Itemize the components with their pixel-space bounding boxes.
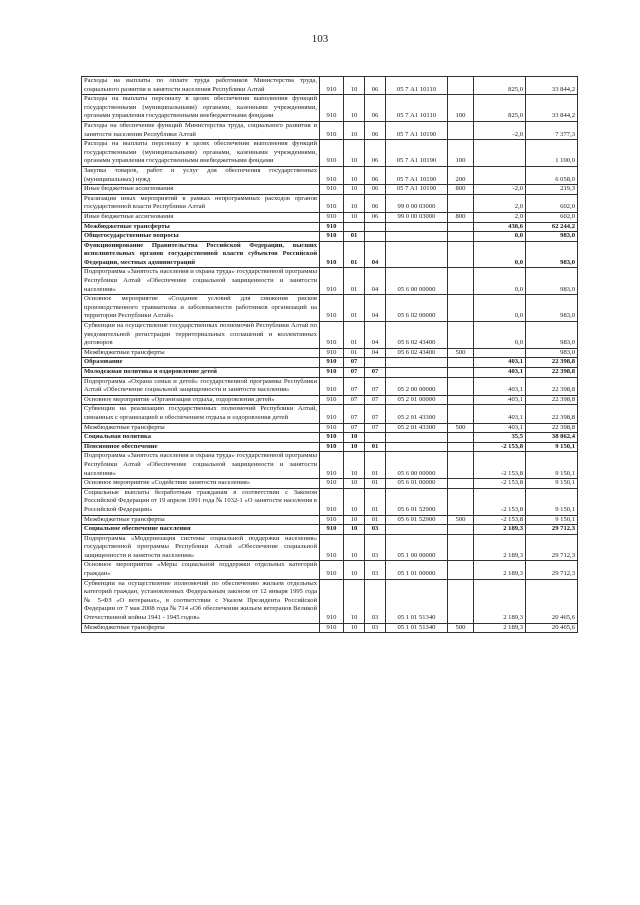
change-amount-cell: 0,0 (474, 232, 526, 242)
change-amount-cell: 2,0 (474, 194, 526, 212)
target-article-cell: 05 6 01 52900 (386, 488, 448, 515)
section-code-cell (344, 222, 365, 232)
subsection-code-cell: 07 (365, 423, 386, 433)
expense-name-cell: Молодежная политика и оздоровление детей (82, 368, 320, 378)
ministry-code-cell: 910 (320, 515, 344, 525)
change-amount-cell: -2 153,8 (474, 515, 526, 525)
total-amount-cell: 983,0 (526, 295, 578, 322)
target-article-cell (386, 525, 448, 535)
change-amount-cell: 825,0 (474, 77, 526, 95)
ministry-code-cell: 910 (320, 405, 344, 423)
section-code-cell: 10 (344, 442, 365, 452)
total-amount-cell: 6 058,0 (526, 166, 578, 184)
change-amount-cell: 2 189,3 (474, 579, 526, 623)
expense-name-cell: Пенсионное обеспечение (82, 442, 320, 452)
expense-type-cell (448, 534, 474, 561)
target-article-cell: 05 6 02 00000 (386, 295, 448, 322)
target-article-cell: 05 1 01 51340 (386, 579, 448, 623)
section-code-cell: 01 (344, 322, 365, 349)
ministry-code-cell: 910 (320, 534, 344, 561)
subsection-code-cell: 06 (365, 140, 386, 167)
change-amount-cell: -2 153,8 (474, 442, 526, 452)
target-article-cell (386, 222, 448, 232)
page-number: 103 (311, 33, 329, 45)
subsection-code-cell (365, 222, 386, 232)
expense-name-cell: Межбюджетные трансферты (82, 348, 320, 358)
change-amount-cell: 0,0 (474, 241, 526, 268)
change-amount-cell (474, 166, 526, 184)
change-amount-cell: 2 189,3 (474, 623, 526, 633)
section-code-cell: 01 (344, 268, 365, 295)
total-amount-cell: 29 712,3 (526, 525, 578, 535)
ministry-code-cell: 910 (320, 222, 344, 232)
ministry-code-cell: 910 (320, 423, 344, 433)
expense-name-cell: Иные бюджетные ассигнования (82, 185, 320, 195)
section-code-cell: 10 (344, 525, 365, 535)
change-amount-cell: 403,1 (474, 368, 526, 378)
target-article-cell: 05 7 А1 10190 (386, 185, 448, 195)
total-amount-cell: 983,0 (526, 322, 578, 349)
ministry-code-cell: 910 (320, 452, 344, 479)
ministry-code-cell: 910 (320, 579, 344, 623)
expense-type-cell (448, 121, 474, 139)
table-row (82, 268, 578, 295)
section-code-cell: 10 (344, 534, 365, 561)
subsection-code-cell: 06 (365, 166, 386, 184)
change-amount-cell: 35,5 (474, 433, 526, 443)
section-code-cell: 01 (344, 295, 365, 322)
change-amount-cell: 0,0 (474, 268, 526, 295)
expense-name-cell: Расходы на выплаты персоналу в целях обеспечения выполнения функций государственными (муниципальными) органами, казенными учреждениями, органами управления государственными внебюджетными фондами (82, 95, 320, 122)
expense-name-cell: Образование (82, 358, 320, 368)
change-amount-cell (474, 348, 526, 358)
target-article-cell: 05 2 01 00000 (386, 395, 448, 405)
target-article-cell: 05 7 А1 10110 (386, 77, 448, 95)
change-amount-cell: 0,0 (474, 322, 526, 349)
change-amount-cell: 2 189,3 (474, 525, 526, 535)
target-article-cell (386, 433, 448, 443)
ministry-code-cell: 910 (320, 95, 344, 122)
total-amount-cell: 29 712,3 (526, 534, 578, 561)
section-code-cell: 10 (344, 561, 365, 579)
change-amount-cell: -2 153,8 (474, 452, 526, 479)
expense-name-cell: Субвенции на осуществление полномочий по обеспечению жильем отдельных категорий граждан, установленных Федеральным законом от 12 января 1995 года № 5-ФЗ «О ветеранах», в соответствии с Указом Президента Российской Федерации от 7 мая 2008 года № 714 «Об обеспечении жильем ветеранов Великой Отечественной войны 1941 - 1945 годов» (82, 579, 320, 623)
expense-type-cell: 100 (448, 95, 474, 122)
expense-type-cell: 200 (448, 166, 474, 184)
expense-name-cell: Расходы на выплаты по оплате труда работников Министерства труда, социального развития и занятости населения Республики Алтай (82, 77, 320, 95)
expense-name-cell: Социальные выплаты безработным гражданам в соответствии с Законом Российской Федерации от 19 апреля 1991 года № 1032-1 «О занятости населения в Российской Федерации» (82, 488, 320, 515)
expense-name-cell: Основное мероприятие «Организация отдыха, оздоровления детей» (82, 395, 320, 405)
total-amount-cell: 219,3 (526, 185, 578, 195)
section-code-cell: 10 (344, 140, 365, 167)
expense-type-cell (448, 358, 474, 368)
subsection-code-cell: 01 (365, 479, 386, 489)
section-code-cell: 10 (344, 623, 365, 633)
section-code-cell: 10 (344, 194, 365, 212)
table-row (82, 358, 578, 368)
total-amount-cell: 20 465,6 (526, 623, 578, 633)
change-amount-cell: -2,0 (474, 185, 526, 195)
ministry-code-cell: 910 (320, 166, 344, 184)
expense-type-cell (448, 241, 474, 268)
ministry-code-cell: 910 (320, 322, 344, 349)
target-article-cell: 05 7 А1 10190 (386, 166, 448, 184)
expense-name-cell: Закупка товаров, работ и услуг для обеспечения государственных (муниципальных) нужд (82, 166, 320, 184)
total-amount-cell: 22 398,8 (526, 368, 578, 378)
target-article-cell: 05 7 А1 10110 (386, 95, 448, 122)
table-row (82, 579, 578, 623)
total-amount-cell: 602,0 (526, 212, 578, 222)
ministry-code-cell: 910 (320, 241, 344, 268)
subsection-code-cell: 06 (365, 185, 386, 195)
expense-type-cell (448, 232, 474, 242)
total-amount-cell: 7 377,3 (526, 121, 578, 139)
table-row (82, 488, 578, 515)
ministry-code-cell: 910 (320, 561, 344, 579)
ministry-code-cell: 910 (320, 395, 344, 405)
table-row (82, 377, 578, 395)
expense-type-cell: 500 (448, 515, 474, 525)
section-code-cell: 10 (344, 488, 365, 515)
total-amount-cell: 22 398,8 (526, 377, 578, 395)
expense-type-cell: 800 (448, 185, 474, 195)
target-article-cell: 05 2 00 00000 (386, 377, 448, 395)
table-row (82, 232, 578, 242)
expense-name-cell: Межбюджетные трансферты (82, 423, 320, 433)
subsection-code-cell: 04 (365, 322, 386, 349)
target-article-cell: 05 6 02 43400 (386, 348, 448, 358)
change-amount-cell: 2 189,3 (474, 534, 526, 561)
total-amount-cell: 33 844,2 (526, 77, 578, 95)
total-amount-cell: 983,0 (526, 241, 578, 268)
change-amount-cell: 438,6 (474, 222, 526, 232)
ministry-code-cell: 910 (320, 194, 344, 212)
target-article-cell: 99 0 00 03000 (386, 212, 448, 222)
expense-name-cell: Основное мероприятие «Меры социальной поддержки отдельных категорий граждан» (82, 561, 320, 579)
table-row (82, 395, 578, 405)
ministry-code-cell: 910 (320, 140, 344, 167)
total-amount-cell: 22 398,8 (526, 395, 578, 405)
section-code-cell: 10 (344, 121, 365, 139)
expense-name-cell: Субвенции на осуществление государственных полномочий Республики Алтай по уведомительной регистрации территориальных соглашений и коллективных договоров (82, 322, 320, 349)
change-amount-cell: 403,1 (474, 423, 526, 433)
target-article-cell: 05 6 00 00000 (386, 452, 448, 479)
table-row (82, 194, 578, 212)
expense-type-cell (448, 479, 474, 489)
expense-name-cell: Расходы на выплаты персоналу в целях обеспечения выполнения функций государственными (муниципальными) органами, казенными учреждениями, органами управления государственными внебюджетными фондами (82, 140, 320, 167)
subsection-code-cell: 03 (365, 534, 386, 561)
target-article-cell (386, 232, 448, 242)
subsection-code-cell: 04 (365, 348, 386, 358)
change-amount-cell: 403,1 (474, 377, 526, 395)
table-row (82, 423, 578, 433)
section-code-cell: 01 (344, 348, 365, 358)
expense-name-cell: Субвенции на реализацию государственных полномочий Республики Алтай, связанных с организацией и обеспечением отдыха и оздоровления детей (82, 405, 320, 423)
table-row (82, 222, 578, 232)
section-code-cell: 07 (344, 405, 365, 423)
target-article-cell (386, 442, 448, 452)
target-article-cell: 05 1 01 51340 (386, 623, 448, 633)
table-row (82, 295, 578, 322)
subsection-code-cell: 01 (365, 515, 386, 525)
change-amount-cell: -2 153,8 (474, 479, 526, 489)
ministry-code-cell: 910 (320, 268, 344, 295)
expense-name-cell: Общегосударственные вопросы (82, 232, 320, 242)
expense-type-cell (448, 222, 474, 232)
subsection-code-cell: 06 (365, 212, 386, 222)
change-amount-cell: 825,0 (474, 95, 526, 122)
subsection-code-cell: 04 (365, 295, 386, 322)
subsection-code-cell: 03 (365, 579, 386, 623)
expense-type-cell: 800 (448, 212, 474, 222)
ministry-code-cell: 910 (320, 525, 344, 535)
total-amount-cell: 602,0 (526, 194, 578, 212)
expense-type-cell: 500 (448, 423, 474, 433)
section-code-cell: 07 (344, 377, 365, 395)
target-article-cell: 99 0 00 03000 (386, 194, 448, 212)
section-code-cell: 10 (344, 515, 365, 525)
subsection-code-cell: 04 (365, 241, 386, 268)
section-code-cell: 01 (344, 232, 365, 242)
table-row (82, 166, 578, 184)
expense-type-cell (448, 377, 474, 395)
expense-name-cell: Межбюджетные трансферты (82, 222, 320, 232)
subsection-code-cell (365, 433, 386, 443)
target-article-cell: 05 2 01 43300 (386, 423, 448, 433)
total-amount-cell: 9 150,1 (526, 488, 578, 515)
total-amount-cell: 983,0 (526, 348, 578, 358)
section-code-cell: 10 (344, 185, 365, 195)
target-article-cell: 05 6 01 52900 (386, 515, 448, 525)
expense-type-cell (448, 77, 474, 95)
table-row (82, 561, 578, 579)
expense-name-cell: Подпрограмма «Охрана семьи и детей» государственной программы Республики Алтай «Обеспечение социальной защищенности и занятости населения» (82, 377, 320, 395)
section-code-cell: 10 (344, 452, 365, 479)
total-amount-cell: 1 100,0 (526, 140, 578, 167)
section-code-cell: 10 (344, 166, 365, 184)
subsection-code-cell: 06 (365, 77, 386, 95)
expense-type-cell: 500 (448, 348, 474, 358)
ministry-code-cell: 910 (320, 232, 344, 242)
ministry-code-cell: 910 (320, 442, 344, 452)
table-body (82, 77, 578, 633)
target-article-cell: 05 1 00 00000 (386, 534, 448, 561)
target-article-cell (386, 358, 448, 368)
ministry-code-cell: 910 (320, 295, 344, 322)
section-code-cell: 07 (344, 395, 365, 405)
expense-type-cell (448, 405, 474, 423)
expense-name-cell: Подпрограмма «Модернизация системы социальной поддержки населения» государственной программы Республики Алтай «Обеспечение социальной защищенности и занятости населения» (82, 534, 320, 561)
change-amount-cell: 403,1 (474, 395, 526, 405)
ministry-code-cell: 910 (320, 377, 344, 395)
expense-type-cell: 500 (448, 623, 474, 633)
ministry-code-cell: 910 (320, 348, 344, 358)
expense-name-cell: Социальная политика (82, 433, 320, 443)
expense-type-cell (448, 452, 474, 479)
section-code-cell: 07 (344, 358, 365, 368)
ministry-code-cell: 910 (320, 433, 344, 443)
table-row (82, 348, 578, 358)
total-amount-cell: 9 150,1 (526, 515, 578, 525)
total-amount-cell: 62 244,2 (526, 222, 578, 232)
subsection-code-cell: 06 (365, 194, 386, 212)
ministry-code-cell: 910 (320, 77, 344, 95)
expense-type-cell (448, 561, 474, 579)
expense-type-cell (448, 368, 474, 378)
target-article-cell: 05 6 02 43400 (386, 322, 448, 349)
expense-name-cell: Межбюджетные трансферты (82, 623, 320, 633)
table-row (82, 479, 578, 489)
expense-name-cell: Межбюджетные трансферты (82, 515, 320, 525)
change-amount-cell: 2 189,3 (474, 561, 526, 579)
subsection-code-cell (365, 232, 386, 242)
expense-type-cell (448, 579, 474, 623)
change-amount-cell: -2,0 (474, 121, 526, 139)
table-row (82, 623, 578, 633)
section-code-cell: 07 (344, 423, 365, 433)
table-row (82, 77, 578, 95)
table-row (82, 140, 578, 167)
total-amount-cell: 983,0 (526, 268, 578, 295)
change-amount-cell: 403,1 (474, 358, 526, 368)
budget-table (81, 76, 578, 633)
section-code-cell: 10 (344, 479, 365, 489)
expense-name-cell: Основное мероприятие «Содействие занятости населения» (82, 479, 320, 489)
subsection-code-cell: 07 (365, 368, 386, 378)
table-row (82, 212, 578, 222)
expense-name-cell: Подпрограмма «Занятость населения и охрана труда» государственной программы Республики Алтай «Обеспечение социальной защищенности и занятости населения» (82, 452, 320, 479)
table-row (82, 185, 578, 195)
total-amount-cell: 9 150,1 (526, 452, 578, 479)
table-row (82, 241, 578, 268)
section-code-cell: 10 (344, 212, 365, 222)
table-row (82, 405, 578, 423)
subsection-code-cell: 07 (365, 395, 386, 405)
ministry-code-cell: 910 (320, 358, 344, 368)
subsection-code-cell: 03 (365, 525, 386, 535)
subsection-code-cell: 03 (365, 623, 386, 633)
change-amount-cell (474, 140, 526, 167)
table-row (82, 95, 578, 122)
total-amount-cell: 22 398,8 (526, 405, 578, 423)
table-row (82, 534, 578, 561)
table-row (82, 515, 578, 525)
table-row (82, 433, 578, 443)
table-row (82, 452, 578, 479)
section-code-cell: 01 (344, 241, 365, 268)
target-article-cell: 05 6 01 00000 (386, 479, 448, 489)
table-row (82, 322, 578, 349)
change-amount-cell: 0,0 (474, 295, 526, 322)
expense-type-cell (448, 194, 474, 212)
table-row (82, 121, 578, 139)
subsection-code-cell: 06 (365, 95, 386, 122)
target-article-cell: 05 7 А1 10190 (386, 140, 448, 167)
table-row (82, 525, 578, 535)
total-amount-cell: 9 150,1 (526, 479, 578, 489)
ministry-code-cell: 910 (320, 488, 344, 515)
subsection-code-cell (365, 358, 386, 368)
expense-type-cell (448, 322, 474, 349)
section-code-cell: 10 (344, 579, 365, 623)
subsection-code-cell: 07 (365, 377, 386, 395)
change-amount-cell: -2 153,8 (474, 488, 526, 515)
subsection-code-cell: 01 (365, 452, 386, 479)
target-article-cell: 05 6 00 00000 (386, 268, 448, 295)
ministry-code-cell: 910 (320, 368, 344, 378)
expense-type-cell: 100 (448, 140, 474, 167)
target-article-cell: 05 2 01 43300 (386, 405, 448, 423)
total-amount-cell: 9 150,1 (526, 442, 578, 452)
ministry-code-cell: 910 (320, 479, 344, 489)
subsection-code-cell: 04 (365, 268, 386, 295)
table-row (82, 368, 578, 378)
total-amount-cell: 33 844,2 (526, 95, 578, 122)
target-article-cell: 05 1 01 00000 (386, 561, 448, 579)
section-code-cell: 10 (344, 77, 365, 95)
expense-name-cell: Расходы на обеспечение функций Министерства труда, социального развития и занятости населения Республики Алтай (82, 121, 320, 139)
expense-name-cell: Реализация иных мероприятий в рамках непрограммных расходов органов государственной власти Республики Алтай (82, 194, 320, 212)
ministry-code-cell: 910 (320, 121, 344, 139)
expense-name-cell: Подпрограмма «Занятость населения и охрана труда» государственной программы Республики Алтай «Обеспечение социальной защищенности и занятости населения» (82, 268, 320, 295)
total-amount-cell: 29 712,3 (526, 561, 578, 579)
ministry-code-cell: 910 (320, 212, 344, 222)
target-article-cell (386, 368, 448, 378)
subsection-code-cell: 07 (365, 405, 386, 423)
section-code-cell: 10 (344, 433, 365, 443)
expense-name-cell: Иные бюджетные ассигнования (82, 212, 320, 222)
total-amount-cell: 38 862,4 (526, 433, 578, 443)
ministry-code-cell: 910 (320, 623, 344, 633)
expense-type-cell (448, 525, 474, 535)
change-amount-cell: 2,0 (474, 212, 526, 222)
expense-type-cell (448, 395, 474, 405)
subsection-code-cell: 06 (365, 121, 386, 139)
expense-type-cell (448, 442, 474, 452)
expense-type-cell (448, 433, 474, 443)
ministry-code-cell: 910 (320, 185, 344, 195)
target-article-cell: 05 7 А1 10190 (386, 121, 448, 139)
section-code-cell: 10 (344, 95, 365, 122)
expense-name-cell: Социальное обеспечение населения (82, 525, 320, 535)
total-amount-cell: 983,0 (526, 232, 578, 242)
change-amount-cell: 403,1 (474, 405, 526, 423)
target-article-cell (386, 241, 448, 268)
total-amount-cell: 22 398,8 (526, 423, 578, 433)
expense-type-cell (448, 488, 474, 515)
total-amount-cell: 20 465,6 (526, 579, 578, 623)
subsection-code-cell: 01 (365, 442, 386, 452)
subsection-code-cell: 03 (365, 561, 386, 579)
table-row (82, 442, 578, 452)
expense-type-cell (448, 268, 474, 295)
expense-name-cell: Основное мероприятие «Создание условий для снижения рисков производственного травматизма и заболеваемости работников организаций на территории Республики Алтай» (82, 295, 320, 322)
expense-name-cell: Функционирование Правительства Российской Федерации, высших исполнительных органов государственной власти субъектов Российской Федерации, местных администраций (82, 241, 320, 268)
section-code-cell: 07 (344, 368, 365, 378)
expense-type-cell (448, 295, 474, 322)
total-amount-cell: 22 398,8 (526, 358, 578, 368)
subsection-code-cell: 01 (365, 488, 386, 515)
